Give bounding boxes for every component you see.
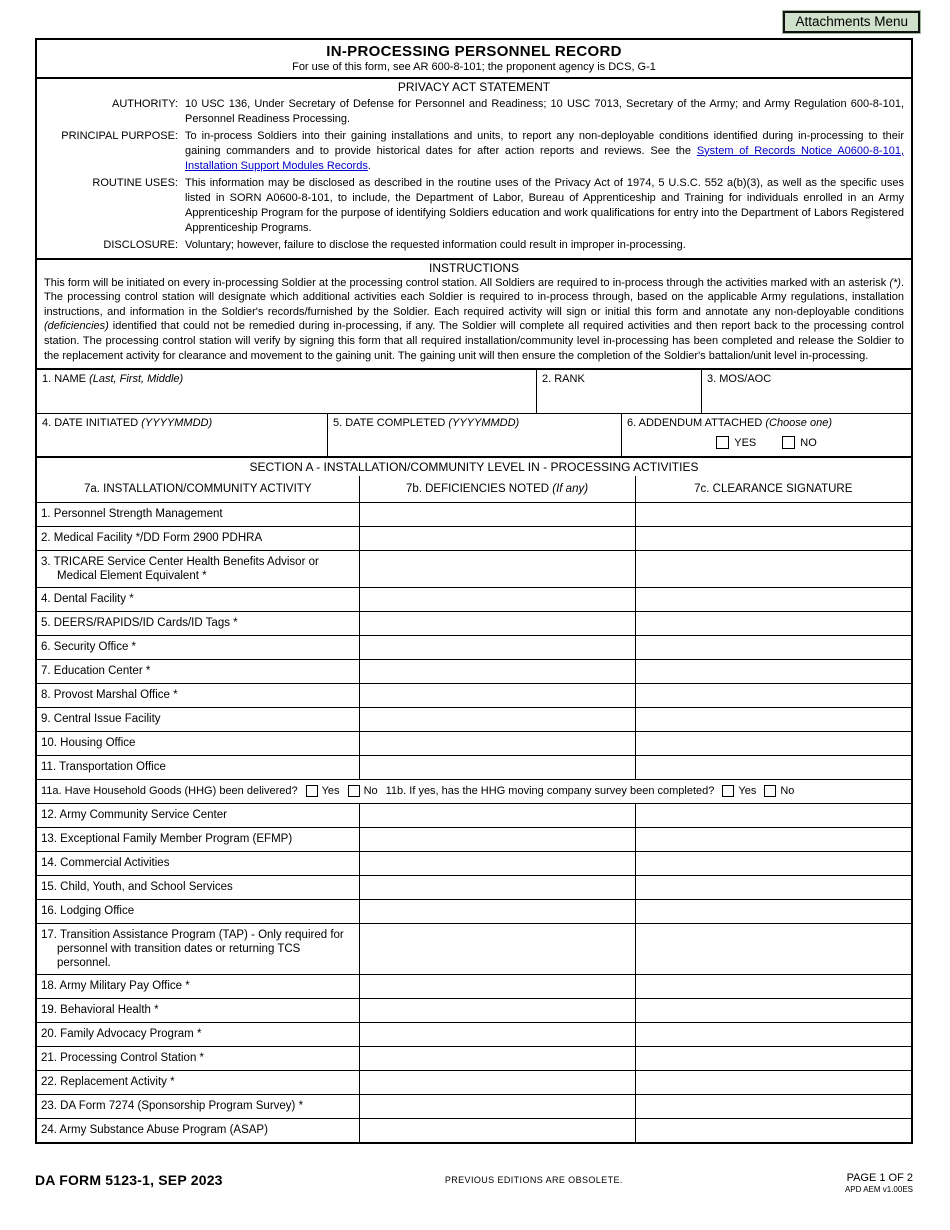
deficiencies-cell[interactable] [359, 707, 635, 731]
signature-cell[interactable] [635, 635, 911, 659]
signature-cell[interactable] [635, 1070, 911, 1094]
table-row [37, 731, 911, 755]
hhg-survey-yes-checkbox[interactable] [722, 785, 734, 797]
table-row [37, 683, 911, 707]
name-label: 1. NAME [42, 373, 87, 386]
activity-label-cell [37, 1094, 359, 1118]
activity-label-cell [37, 1046, 359, 1070]
routine-uses-text: This information may be disclosed as described in the routine uses of the Privacy Act of 1974, 5 U.S.C. 552 a(b)(3), as well as the specific uses listed in SORN A0600-8-101, to include, the Department of Labor, Bureau of Apprenticeship and Training for individuals enrolled in an Army Apprenticeship Program for the purpose of identifying Soldiers education and work qualifications for entry into the Department of Labors Registered Apprenticeship Programs. [185, 176, 904, 234]
deficiencies-cell[interactable] [359, 974, 635, 998]
col-signature-header: 7c. CLEARANCE SIGNATURE [635, 476, 911, 502]
table-row [37, 998, 911, 1022]
activity-label: 19. Behavioral Health * [41, 1003, 159, 1016]
form-number: DA FORM 5123-1, SEP 2023 [35, 1172, 223, 1188]
activity-label: 12. Army Community Service Center [41, 808, 227, 821]
activity-label: 14. Commercial Activities [41, 856, 170, 869]
activity-label-cell [37, 526, 359, 550]
activity-label: 15. Child, Youth, and School Services [41, 880, 233, 893]
instructions-p3: identified that could not be remedied during in-processing, if any. The Soldier will complete all required activities and then report back to the processing control station. The processing control station will verify by signing this form that all required installation/community level in-processing has been completed and release the Soldier to the replacement activity for clearance and movement to the gaining unit. The gaining unit will then ensure the completion of the Soldier's battalion/unit level in-processing. [44, 320, 904, 362]
activity-label-cell [37, 683, 359, 707]
name-field[interactable] [37, 370, 537, 413]
mos-aoc-field[interactable] [702, 370, 911, 413]
activity-label-cell [37, 1022, 359, 1046]
table-row [37, 875, 911, 899]
activity-label-cell [37, 731, 359, 755]
activity-label: 21. Processing Control Station * [41, 1051, 205, 1064]
form-subtitle: For use of this form, see AR 600-8-101; the proponent agency is DCS, G-1 [292, 61, 656, 73]
addendum-yes-option[interactable] [716, 436, 756, 449]
deficiencies-cell[interactable] [359, 923, 635, 974]
deficiencies-cell[interactable] [359, 683, 635, 707]
addendum-hint: (Choose one) [765, 417, 832, 430]
activity-label-cell [37, 875, 359, 899]
activity-label: 13. Exceptional Family Member Program (EFMP) [41, 832, 293, 845]
table-row [37, 755, 911, 779]
routine-uses-label: ROUTINE USES: [92, 176, 178, 189]
table-row [37, 1022, 911, 1046]
activity-label: 7. Education Center * [41, 664, 151, 677]
date-completed-field[interactable] [328, 414, 622, 456]
disclosure-label: DISCLOSURE: [103, 238, 178, 251]
hhg-survey-no-checkbox[interactable] [764, 785, 776, 797]
hhg-question-row [37, 779, 911, 803]
deficiencies-cell[interactable] [359, 1070, 635, 1094]
table-row [37, 923, 911, 974]
signature-cell[interactable] [635, 1094, 911, 1118]
signature-cell[interactable] [635, 875, 911, 899]
signature-cell[interactable] [635, 827, 911, 851]
deficiencies-cell[interactable] [359, 755, 635, 779]
signature-cell[interactable] [635, 1022, 911, 1046]
signature-cell[interactable] [635, 707, 911, 731]
activity-label-cell [37, 755, 359, 779]
date-completed-label: 5. DATE COMPLETED [333, 417, 446, 430]
instructions-header: INSTRUCTIONS [429, 260, 519, 275]
addendum-yes-label: YES [734, 436, 757, 449]
addendum-yes-checkbox[interactable] [716, 436, 729, 449]
instructions-asterisk: (*) [889, 276, 901, 289]
activity-label: 3. TRICARE Service Center Health Benefits Advisor or Medical Element Equivalent * [41, 555, 319, 583]
form-footer [35, 1172, 913, 1194]
deficiencies-cell[interactable] [359, 659, 635, 683]
section-a-table [37, 476, 911, 1142]
attachments-menu-button[interactable]: Attachments Menu [783, 11, 920, 33]
table-row [37, 707, 911, 731]
table-row [37, 659, 911, 683]
table-row [37, 526, 911, 550]
activity-label-cell [37, 803, 359, 827]
activity-label: 10. Housing Office [41, 736, 136, 749]
table-row [37, 803, 911, 827]
principal-purpose-text [185, 129, 911, 174]
signature-cell[interactable] [635, 683, 911, 707]
activity-label: 2. Medical Facility */DD Form 2900 PDHRA [41, 531, 263, 544]
deficiencies-cell[interactable] [359, 1046, 635, 1070]
date-initiated-field[interactable] [37, 414, 328, 456]
date-initiated-hint: (YYYYMMDD) [141, 417, 213, 430]
activity-label-cell [37, 659, 359, 683]
table-row [37, 587, 911, 611]
activity-label: 9. Central Issue Facility [41, 712, 161, 725]
principal-purpose-row [37, 129, 911, 174]
hhg-delivered-yes-option[interactable] [306, 785, 340, 797]
col-deficiencies-header: 7b. DEFICIENCIES NOTED (If any) [359, 476, 635, 502]
activity-label: 1. Personnel Strength Management [41, 507, 223, 520]
signature-cell[interactable] [635, 1046, 911, 1070]
addendum-no-checkbox[interactable] [782, 436, 795, 449]
hhg-delivered-yes-checkbox[interactable] [306, 785, 318, 797]
table-row [37, 1070, 911, 1094]
table-row [37, 611, 911, 635]
hhg-survey-no-label: No [780, 785, 795, 798]
deficiencies-cell[interactable] [359, 803, 635, 827]
hhg-delivered-question: 11a. Have Household Goods (HHG) been delivered? [41, 785, 298, 798]
deficiencies-cell[interactable] [359, 851, 635, 875]
activity-label-cell [37, 587, 359, 611]
deficiencies-cell[interactable] [359, 502, 635, 526]
activity-label: 22. Replacement Activity * [41, 1075, 175, 1088]
activity-label: 8. Provost Marshal Office * [41, 688, 178, 701]
fields-row-1 [37, 370, 911, 413]
deficiencies-cell[interactable] [359, 1094, 635, 1118]
col-activity-header: 7a. INSTALLATION/COMMUNITY ACTIVITY [37, 476, 359, 502]
deficiencies-cell[interactable] [359, 1022, 635, 1046]
activity-label-cell [37, 827, 359, 851]
section-a-header: SECTION A - INSTALLATION/COMMUNITY LEVEL IN - PROCESSING ACTIVITIES [249, 460, 699, 475]
addendum-field [622, 414, 911, 456]
hhg-delivered-yes-label: Yes [321, 785, 340, 798]
addendum-no-option[interactable] [782, 436, 817, 449]
da-form-5123-1 [35, 38, 913, 1144]
signature-cell[interactable] [635, 923, 911, 974]
deficiencies-cell[interactable] [359, 899, 635, 923]
signature-cell[interactable] [635, 502, 911, 526]
privacy-act-section [37, 79, 911, 260]
signature-cell[interactable] [635, 899, 911, 923]
disclosure-text: Voluntary; however, failure to disclose the requested information could result in improper in-processing. [185, 238, 686, 251]
activity-label: 18. Army Military Pay Office * [41, 979, 190, 992]
hhg-delivered-no-checkbox[interactable] [348, 785, 360, 797]
deficiencies-cell[interactable] [359, 635, 635, 659]
activity-label-cell [37, 851, 359, 875]
activity-label-cell [37, 899, 359, 923]
signature-cell[interactable] [635, 974, 911, 998]
page-indicator: PAGE 1 OF 2 [846, 1172, 913, 1184]
table-row [37, 851, 911, 875]
table-row [37, 899, 911, 923]
signature-cell[interactable] [635, 587, 911, 611]
table-row [37, 1046, 911, 1070]
privacy-act-header: PRIVACY ACT STATEMENT [397, 80, 551, 94]
activity-label: 4. Dental Facility * [41, 592, 134, 605]
apd-version: APD AEM v1.00ES [844, 1185, 913, 1194]
table-row [37, 550, 911, 587]
addendum-label: 6. ADDENDUM ATTACHED [627, 417, 763, 430]
hhg-survey-yes-label: Yes [738, 785, 757, 798]
activity-label-cell [37, 635, 359, 659]
deficiencies-cell[interactable] [359, 998, 635, 1022]
date-initiated-label: 4. DATE INITIATED [42, 417, 139, 430]
deficiencies-cell[interactable] [359, 875, 635, 899]
activity-label-cell [37, 998, 359, 1022]
activity-label-cell [37, 974, 359, 998]
table-header-row [37, 476, 911, 502]
instructions-deficiencies: (deficiencies) [44, 320, 109, 333]
activity-label: 6. Security Office * [41, 640, 137, 653]
hhg-delivered-no-label: No [363, 785, 378, 798]
section-a-body [37, 502, 911, 1142]
activity-label-cell [37, 923, 359, 974]
signature-cell[interactable] [635, 731, 911, 755]
principal-purpose-period: . [367, 159, 371, 172]
signature-cell[interactable] [635, 659, 911, 683]
instructions-p2: . The processing control station will designate which additional activities each Soldier is required to in-process through, based on the applicable Army regulations, installation instructions, and information in the Soldier's records/furnished by the Soldier. Each required activity will sign or initial this form and annotate any non-deployable conditions [44, 276, 904, 318]
signature-cell[interactable] [635, 611, 911, 635]
principal-purpose-body: To in-process Soldiers into their gaining installations and units, to report any non-deployable conditions identified during in-processing to their gaining commanders and to provide historical dates for after action reports and reviews. See the [185, 129, 904, 157]
hhg-delivered-no-option[interactable] [348, 785, 378, 797]
activity-label-cell [37, 1070, 359, 1094]
activity-label: 24. Army Substance Abuse Program (ASAP) [41, 1123, 268, 1136]
signature-cell[interactable] [635, 998, 911, 1022]
activity-label-cell [37, 1118, 359, 1142]
sorn-records-link[interactable]: System of Records Notice A0600-8-101, Installation Support Modules Records [185, 144, 905, 172]
rank-label: 2. RANK [542, 373, 585, 386]
hhg-survey-yes-option[interactable] [722, 785, 756, 797]
table-row [37, 974, 911, 998]
deficiencies-cell[interactable] [359, 587, 635, 611]
activity-label: 23. DA Form 7274 (Sponsorship Program Survey) * [41, 1099, 304, 1112]
signature-cell[interactable] [635, 851, 911, 875]
activity-label-cell [37, 502, 359, 526]
table-row [37, 827, 911, 851]
activity-label: 20. Family Advocacy Program * [41, 1027, 202, 1040]
activity-label-cell [37, 707, 359, 731]
activity-label: 17. Transition Assistance Program (TAP) - Only required for personnel with transition dates or returning TCS personnel. [41, 928, 344, 970]
table-row [37, 635, 911, 659]
form-title: IN-PROCESSING PERSONNEL RECORD [326, 43, 622, 60]
deficiencies-cell[interactable] [359, 526, 635, 550]
addendum-no-label: NO [800, 436, 817, 449]
hhg-survey-question: 11b. If yes, has the HHG moving company survey been completed? [385, 785, 715, 798]
signature-cell[interactable] [635, 755, 911, 779]
instructions-p1: This form will be initiated on every in-processing Soldier at the processing control station. All Soldiers are required to in-process through the activities marked with an asterisk [44, 276, 890, 289]
deficiencies-cell[interactable] [359, 550, 635, 587]
authority-text: 10 USC 136, Under Secretary of Defense for Personnel and Readiness; 10 USC 7013, Secretary of the Army; and Army Regulation 600-8-101, Personnel Readiness Processing. [185, 98, 904, 125]
activity-label: 11. Transportation Office [41, 760, 166, 773]
mos-aoc-label: 3. MOS/AOC [707, 373, 772, 386]
obsolete-note: PREVIOUS EDITIONS ARE OBSOLETE. [444, 1175, 623, 1185]
deficiencies-cell[interactable] [359, 731, 635, 755]
deficiencies-cell[interactable] [359, 827, 635, 851]
principal-purpose-label: PRINCIPAL PURPOSE: [61, 129, 178, 142]
routine-uses-row [37, 176, 911, 236]
rank-field[interactable] [537, 370, 702, 413]
activity-label: 16. Lodging Office [41, 904, 135, 917]
signature-cell[interactable] [635, 1118, 911, 1142]
activity-label-cell [37, 550, 359, 587]
activity-label: 5. DEERS/RAPIDS/ID Cards/ID Tags * [41, 616, 238, 629]
date-completed-hint: (YYYYMMDD) [448, 417, 520, 430]
signature-cell[interactable] [635, 550, 911, 587]
deficiencies-cell[interactable] [359, 611, 635, 635]
instructions-text [37, 276, 911, 364]
fields-row-2 [37, 413, 911, 458]
name-hint: (Last, First, Middle) [89, 373, 184, 386]
deficiencies-cell[interactable] [359, 1118, 635, 1142]
table-row [37, 502, 911, 526]
authority-label: AUTHORITY: [111, 98, 178, 110]
authority-row [37, 97, 911, 127]
signature-cell[interactable] [635, 803, 911, 827]
disclosure-row [37, 238, 911, 253]
form-title-block [37, 40, 911, 79]
activity-label-cell [37, 611, 359, 635]
instructions-section [37, 260, 911, 371]
table-row [37, 1118, 911, 1142]
hhg-survey-no-option[interactable] [764, 785, 794, 797]
table-row [37, 1094, 911, 1118]
signature-cell[interactable] [635, 526, 911, 550]
